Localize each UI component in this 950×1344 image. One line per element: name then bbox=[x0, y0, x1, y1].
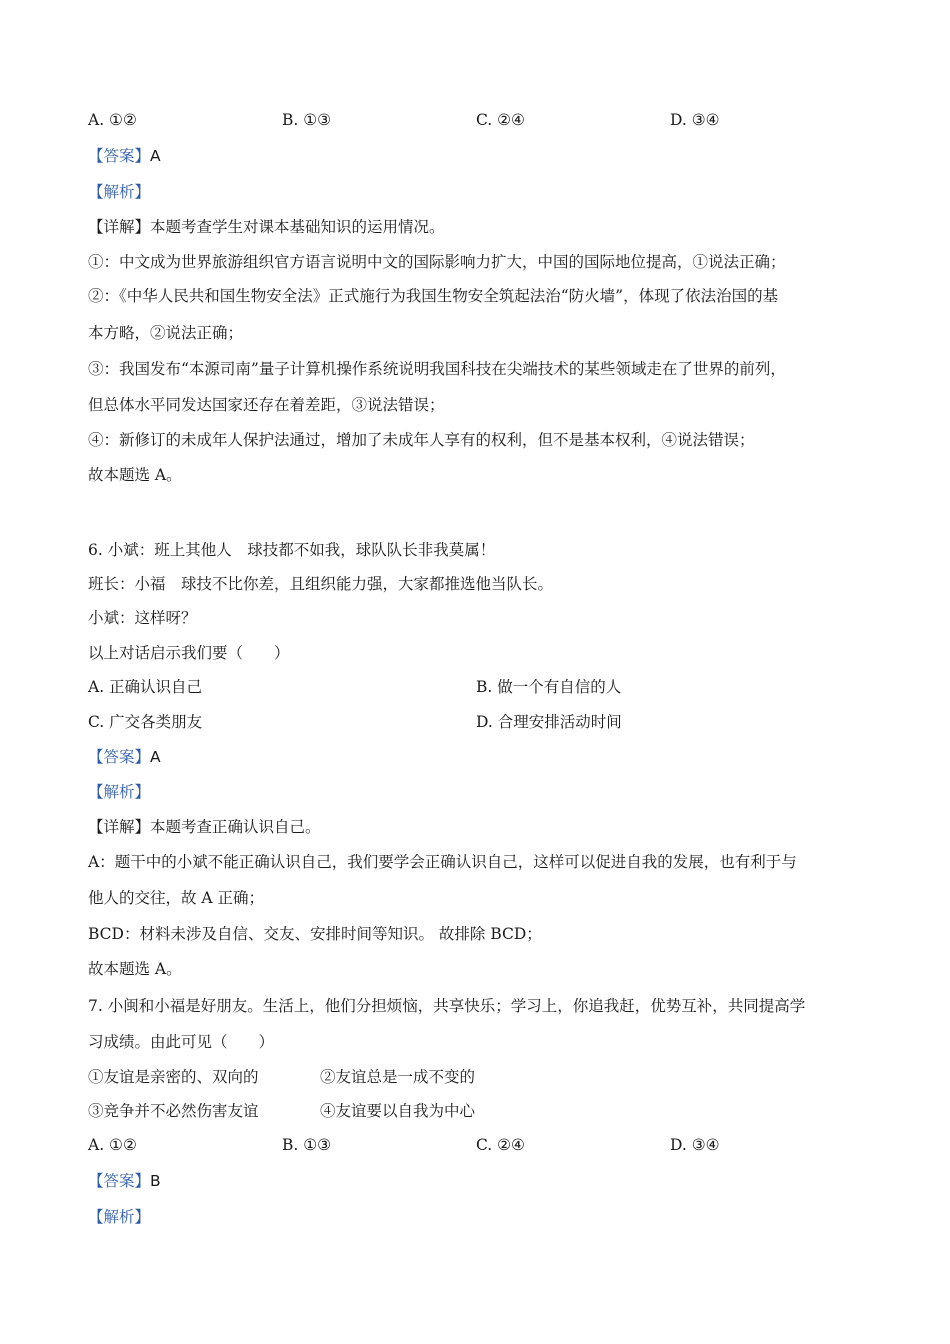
detail-intro: 本题考查正确认识自己。 bbox=[150, 818, 321, 836]
q5-detail-line: ②：《中华人民共和国生物安全法》正式施行为我国生物安全筑起法治“防火墙”，体现了依法治国的基 bbox=[88, 287, 779, 305]
q5-conclusion: 故本题选 A。 bbox=[88, 466, 182, 484]
q5-detail-line: ④：新修订的未成年人保护法通过，增加了未成年人享有的权利，但不是基本权利，④说法错误； bbox=[88, 431, 755, 449]
q5-detail-line: ③：我国发布“本源司南”量子计算机操作系统说明我国科技在尖端技术的某些领域走在了世界的前列， bbox=[88, 360, 786, 378]
q5-answer bbox=[88, 146, 161, 166]
q6-option-c: C. 广交各类朋友 bbox=[88, 713, 203, 731]
q6-stem-question: 以上对话启示我们要（ ） bbox=[88, 644, 290, 662]
answer-value: B bbox=[150, 1172, 161, 1190]
answer-tag: 【答案】 bbox=[88, 147, 151, 165]
answer-value: A bbox=[150, 147, 161, 165]
q6-analysis-tag: 【解析】 bbox=[88, 783, 151, 801]
q6-stem-line: 6. 小斌：班上其他人 球技都不如我，球队队长非我莫属！ bbox=[88, 541, 496, 559]
q6-detail bbox=[88, 817, 321, 837]
q7-analysis-tag: 【解析】 bbox=[88, 1208, 151, 1226]
q7-statement-3: ③竞争并不必然伤害友谊 bbox=[88, 1102, 259, 1120]
q6-option-b: B. 做一个有自信的人 bbox=[476, 678, 622, 696]
q6-option-a: A. 正确认识自己 bbox=[88, 678, 203, 696]
q7-statement-2: ②友谊总是一成不变的 bbox=[320, 1068, 476, 1086]
q6-stem-line: 班长：小福 球技不比你差，且组织能力强，大家都推选他当队长。 bbox=[88, 575, 554, 593]
q6-detail-line: A：题干中的小斌不能正确认识自己，我们要学会正确认识自己，这样可以促进自我的发展，也有利于与 bbox=[88, 853, 797, 871]
q6-stem-line: 小斌：这样呀？ bbox=[88, 609, 197, 627]
q5-option-d: D. ③④ bbox=[670, 111, 720, 129]
q5-analysis-tag: 【解析】 bbox=[88, 183, 151, 201]
q5-detail-line: 但总体水平同发达国家还存在着差距，③说法错误； bbox=[88, 396, 445, 414]
q6-conclusion: 故本题选 A。 bbox=[88, 960, 182, 978]
q7-stem-line: 7. 小闽和小福是好朋友。生活上，他们分担烦恼，共享快乐；学习上，你追我赶，优势互补，共同提高学 bbox=[88, 997, 806, 1015]
q5-detail-line: ①：中文成为世界旅游组织官方语言说明中文的国际影响力扩大，中国的国际地位提高，①说法正确； bbox=[88, 253, 786, 271]
q5-option-b: B. ①③ bbox=[282, 111, 332, 129]
q6-option-d: D. 合理安排活动时间 bbox=[476, 713, 622, 731]
q5-detail-line: 本方略，②说法正确； bbox=[88, 324, 244, 342]
q7-statement-1: ①友谊是亲密的、双向的 bbox=[88, 1068, 259, 1086]
q6-detail-line: 他人的交往，故 A 正确； bbox=[88, 889, 265, 907]
detail-intro: 本题考查学生对课本基础知识的运用情况。 bbox=[150, 218, 445, 236]
q6-answer bbox=[88, 747, 161, 767]
q7-option-d: D. ③④ bbox=[670, 1136, 720, 1154]
q7-statement-4: ④友谊要以自我为中心 bbox=[320, 1102, 476, 1120]
q5-detail bbox=[88, 217, 445, 237]
answer-tag: 【答案】 bbox=[88, 748, 151, 766]
detail-tag: 【详解】 bbox=[88, 818, 151, 836]
q7-option-c: C. ②④ bbox=[476, 1136, 525, 1154]
q7-answer bbox=[88, 1171, 161, 1191]
q7-option-b: B. ①③ bbox=[282, 1136, 332, 1154]
q5-option-a: A. ①② bbox=[88, 111, 137, 129]
detail-tag: 【详解】 bbox=[88, 218, 151, 236]
q7-option-a: A. ①② bbox=[88, 1136, 137, 1154]
answer-value: A bbox=[150, 748, 161, 766]
q6-detail-line: BCD：材料未涉及自信、交友、安排时间等知识。 故排除 BCD； bbox=[88, 925, 542, 943]
q7-stem-line: 习成绩。由此可见（ ） bbox=[88, 1033, 275, 1051]
q5-option-c: C. ②④ bbox=[476, 111, 525, 129]
answer-tag: 【答案】 bbox=[88, 1172, 151, 1190]
